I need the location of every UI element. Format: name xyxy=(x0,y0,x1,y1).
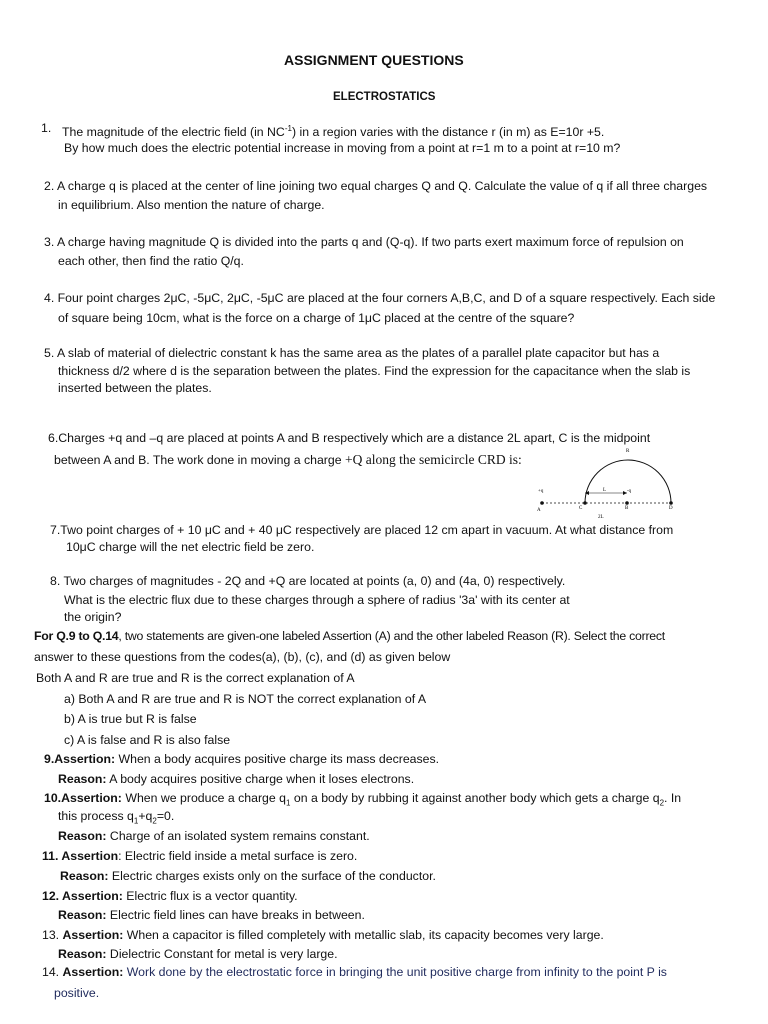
q11-assertion-text: : Electric field inside a metal surface is zero. xyxy=(118,849,358,863)
q11-assertion xyxy=(42,849,357,864)
q10-line2c: =0. xyxy=(156,809,175,823)
q10-assertion xyxy=(44,791,681,810)
q8-line1: 8. Two charges of magnitudes - 2Q and +Q are located at points (a, 0) and (4a, 0) respectively. xyxy=(50,574,566,588)
label-plus-q: +q xyxy=(538,489,544,494)
q13-assertion-label: Assertion: xyxy=(62,928,124,942)
q6-line2 xyxy=(54,452,522,468)
label-C: C xyxy=(579,506,583,511)
assertion-intro-line3: Both A and R are true and R is the correct explanation of A xyxy=(36,671,355,685)
point-B xyxy=(625,501,629,505)
q10-assertion-text3: . In xyxy=(664,791,682,805)
q1-text-b: ) in a region varies with the distance r (in m) as E=10r +5. xyxy=(291,125,605,140)
q9-assertion-text: When a body acquires positive charge its mass decreases. xyxy=(115,752,440,766)
q13-prefix: 13. xyxy=(42,928,63,942)
q14-assertion-text: Work done by the electrostatic force in bringing the unit positive charge from infinity to the point P is xyxy=(123,965,667,979)
q10-assertion-text1: When we produce a charge q xyxy=(121,791,286,805)
label-minus-q: -q xyxy=(627,489,632,494)
point-A xyxy=(540,501,544,505)
assertion-intro-line2: answer to these questions from the codes(a), (b), (c), and (d) as given below xyxy=(34,650,451,664)
q2-line2: in equilibrium. Also mention the nature of charge. xyxy=(58,198,325,212)
q1-line2: By how much does the electric potential increase in moving from a point at r=1 m to a point at r=10 m? xyxy=(64,141,621,155)
q5-line2: thickness d/2 where d is the separation between the plates. Find the expression for the capacitance when the slab is xyxy=(58,364,691,378)
label-R: R xyxy=(626,449,630,454)
q14-assertion xyxy=(42,965,667,980)
q14-line2: positive. xyxy=(54,986,100,1000)
label-2L: 2L xyxy=(598,515,604,520)
assertion-intro-rest: , two statements are given-one labeled Assertion (A) and the other labeled Reason (R). Select the correct xyxy=(118,629,665,643)
assertion-intro-line1 xyxy=(34,629,665,644)
point-D xyxy=(669,501,673,505)
subject-heading: ELECTROSTATICS xyxy=(333,91,436,103)
q7-line1: 7.Two point charges of + 10 μC and + 40 μC respectively are placed 12 cm apart in vacuum. At what distance from xyxy=(50,523,674,537)
q9-reason-text: A body acquires positive charge when it loses electrons. xyxy=(106,772,415,786)
label-A: A xyxy=(537,508,541,513)
q12-assertion xyxy=(42,889,298,904)
q12-reason-label: Reason: xyxy=(58,908,107,922)
q10-reason-text: Charge of an isolated system remains constant. xyxy=(106,829,370,843)
q1-sup: -1 xyxy=(284,124,292,133)
point-C xyxy=(583,501,587,505)
q10-sub2: 2 xyxy=(659,798,665,808)
q10-assertion-label: 10.Assertion: xyxy=(44,791,122,805)
semicircle-arc xyxy=(585,460,671,503)
label-D: D xyxy=(669,506,673,511)
q10-line2 xyxy=(58,809,174,828)
q6-line1: 6.Charges +q and –q are placed at points A and B respectively which are a distance 2L apart, C is the midpoint xyxy=(48,431,651,445)
q6-text-a: between A and B. The work done in moving a charge xyxy=(54,453,345,467)
q10-line2b: +q xyxy=(138,809,153,823)
semicircle-diagram xyxy=(530,442,690,524)
q9-assertion-label: 9.Assertion: xyxy=(44,752,116,766)
q12-reason-text: Electric field lines can have breaks in between. xyxy=(106,908,365,922)
option-a: a) Both A and R are true and R is NOT the correct explanation of A xyxy=(64,692,427,706)
q10-line2a: this process q xyxy=(58,809,134,823)
option-b: b) A is true but R is false xyxy=(64,712,197,726)
q1-line1 xyxy=(62,121,604,140)
label-B: B xyxy=(625,506,629,511)
q13-assertion xyxy=(42,928,604,943)
q9-assertion xyxy=(44,752,439,767)
q5-line1: 5. A slab of material of dielectric constant k has the same area as the plates of a parallel plate capacitor but has a xyxy=(44,346,660,360)
q13-reason-label: Reason: xyxy=(58,947,107,961)
q11-assertion-label: 11. Assertion xyxy=(42,849,119,863)
assertion-intro-bold: For Q.9 to Q.14 xyxy=(34,629,119,643)
q3-line1: 3. A charge having magnitude Q is divided into the parts q and (Q-q). If two parts exert maximum force of repulsion on xyxy=(44,235,684,249)
q13-reason xyxy=(58,947,338,962)
q1-number: 1. xyxy=(41,121,52,135)
q1-text-a: The magnitude of the electric field (in NC xyxy=(62,125,285,140)
q10-reason xyxy=(58,829,370,844)
q13-assertion-text: When a capacitor is filled completely with metallic slab, its capacity becomes very large. xyxy=(123,928,604,942)
q10-line2-sub2: 2 xyxy=(152,816,157,826)
q12-assertion-label: 12. Assertion: xyxy=(42,889,123,903)
q11-reason xyxy=(60,869,436,884)
q13-reason-text: Dielectric Constant for metal is very large. xyxy=(106,947,338,961)
q2-line1: 2. A charge q is placed at the center of line joining two equal charges Q and Q. Calculate the value of q if all three charges xyxy=(44,179,708,193)
q4-line2: of square being 10cm, what is the force on a charge of 1μC placed at the centre of the square? xyxy=(58,311,575,325)
q6-text-b: +Q along the semicircle CRD is: xyxy=(345,452,522,467)
q8-line2: What is the electric flux due to these charges through a sphere of radius '3a' with its center at xyxy=(64,593,570,607)
q7-line2: 10μC charge will the net electric field be zero. xyxy=(66,540,315,554)
q12-assertion-text: Electric flux is a vector quantity. xyxy=(122,889,298,903)
q9-reason-label: Reason: xyxy=(58,772,107,786)
page-title: ASSIGNMENT QUESTIONS xyxy=(284,52,464,68)
label-L: L xyxy=(603,488,607,493)
q10-sub1: 1 xyxy=(285,798,291,808)
q4-line1: 4. Four point charges 2μC, -5μC, 2μC, -5μC are placed at the four corners A,B,C, and D of a square respectively. Each side xyxy=(44,291,716,305)
q9-reason xyxy=(58,772,414,787)
q14-assertion-label: Assertion: xyxy=(62,965,124,979)
q10-assertion-text2: on a body by rubbing it against another body which gets a charge q xyxy=(290,791,660,805)
q3-line2: each other, then find the ratio Q/q. xyxy=(58,254,244,268)
q14-prefix: 14. xyxy=(42,965,63,979)
q10-line2-sub1: 1 xyxy=(133,816,139,826)
option-c: c) A is false and R is also false xyxy=(64,733,231,747)
q11-reason-label: Reason: xyxy=(60,869,109,883)
q5-line3: inserted between the plates. xyxy=(58,381,212,395)
q12-reason xyxy=(58,908,365,923)
q10-reason-label: Reason: xyxy=(58,829,107,843)
q8-line3: the origin? xyxy=(64,610,122,624)
q11-reason-text: Electric charges exists only on the surface of the conductor. xyxy=(108,869,436,883)
